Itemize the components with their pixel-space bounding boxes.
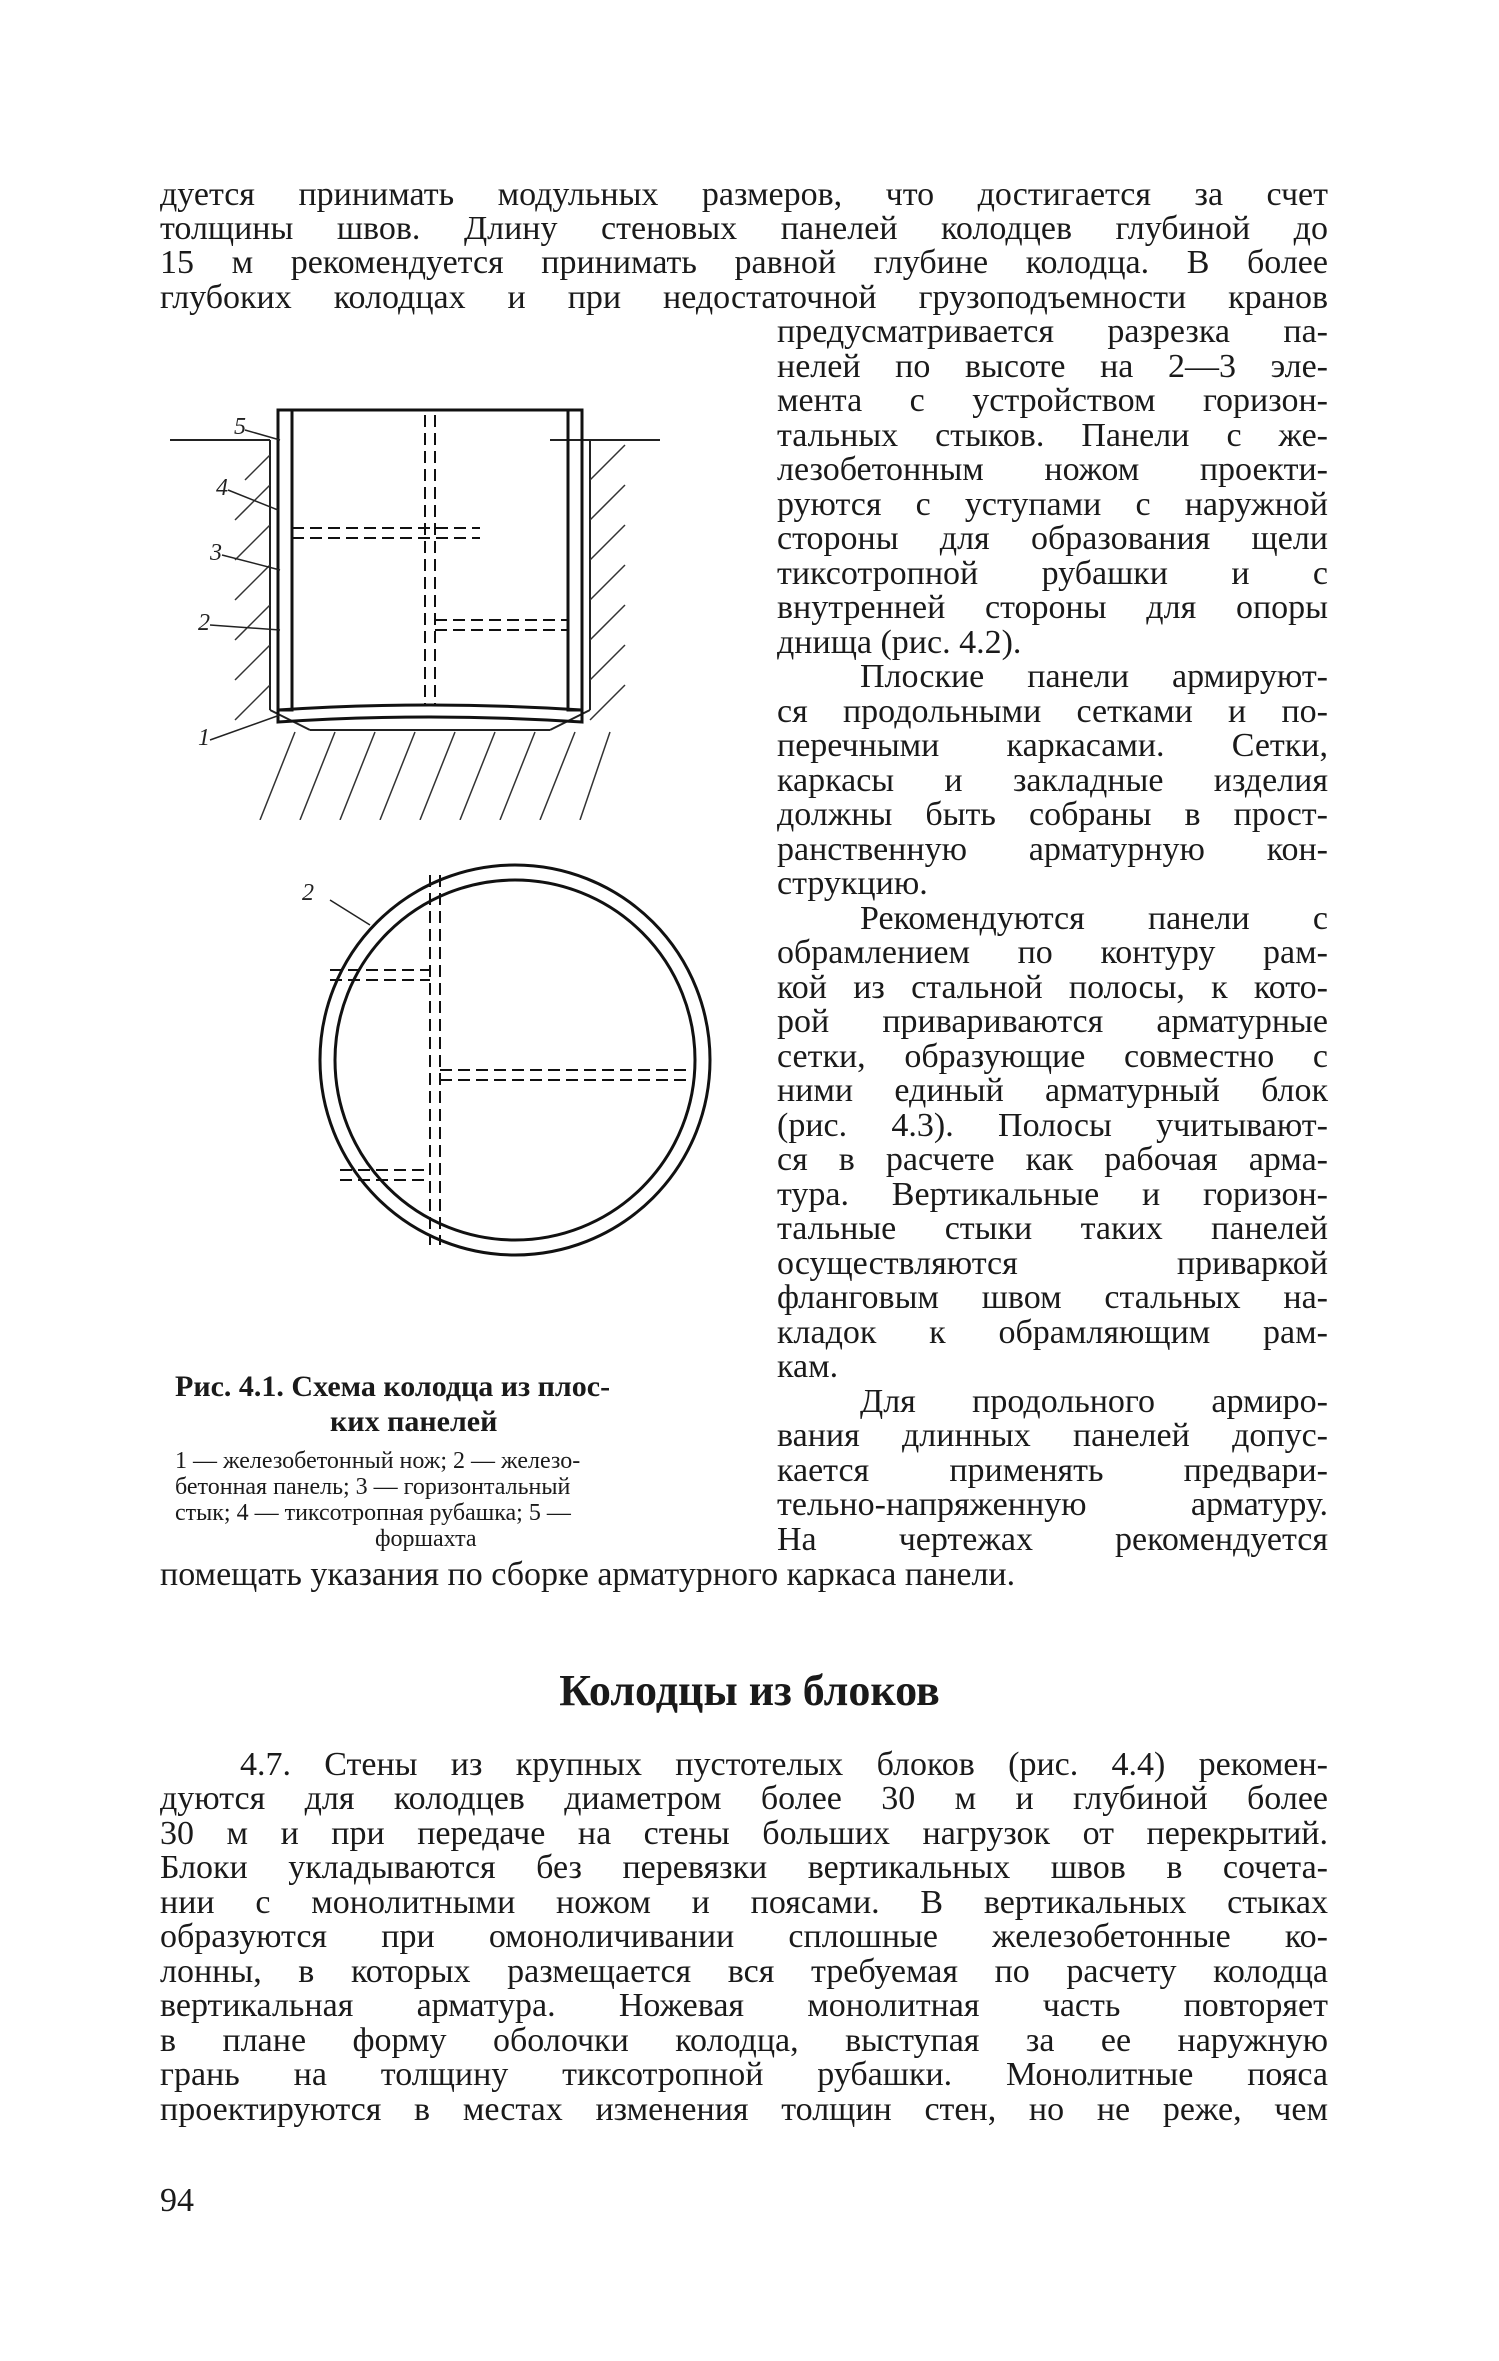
text-line: вертикальная арматура. Ножевая монолитная часть повторяет: [160, 1987, 1328, 2024]
label-3: 3: [210, 540, 222, 566]
text-line: стороны для образования щели: [777, 520, 1328, 557]
text-line: 30 м и при передаче на стены больших нагрузок от перекрытий.: [160, 1815, 1328, 1852]
text-line: ранственную арматурную кон-: [777, 831, 1328, 868]
text-line: Рекомендуются панели с: [860, 900, 1328, 937]
figure-caption-title-2: ких панелей: [330, 1405, 498, 1438]
text-line: Плоские панели армируют-: [860, 658, 1328, 695]
text-line: тиксотропной рубашки и с: [777, 555, 1328, 592]
text-line: осуществляются приваркой: [777, 1245, 1328, 1282]
figure-caption-title: Рис. 4.1. Схема колодца из плос-: [175, 1370, 611, 1403]
text-line: (рис. 4.3). Полосы учитывают-: [777, 1107, 1328, 1144]
text-line: обрамлением по контуру рам-: [777, 934, 1328, 971]
text-line: каркасы и закладные изделия: [777, 762, 1328, 799]
text-line: ся в расчете как рабочая арма-: [777, 1141, 1328, 1178]
text-line: мента с устройством горизон-: [777, 382, 1328, 419]
text-line: На чертежах рекомендуется: [777, 1521, 1328, 1558]
text-line: кается применять предвари-: [777, 1452, 1328, 1489]
text-line: проектируются в местах изменения толщин стен, но не реже, чем: [160, 2091, 1328, 2128]
text-line: кам.: [777, 1348, 839, 1385]
page-number: 94: [160, 2182, 194, 2219]
text-line: 15 м рекомендуется принимать равной глубине колодца. В более: [160, 244, 1328, 281]
text-line: помещать указания по сборке арматурного каркаса панели.: [160, 1556, 1016, 1593]
text-line: лонны, в которых размещается вся требуемая по расчету колодца: [160, 1953, 1328, 1990]
text-line: кой из стальной полосы, к кото-: [777, 969, 1328, 1006]
figure-legend-line: форшахта: [375, 1526, 477, 1552]
text-line: тальные стыки таких панелей: [777, 1210, 1328, 1247]
text-line: руются с уступами с наружной: [777, 486, 1328, 523]
text-line: внутренней стороны для опоры: [777, 589, 1328, 626]
label-4: 4: [216, 475, 228, 501]
text-line: глубоких колодцах и при недостаточной грузоподъемности кранов: [160, 279, 1328, 316]
text-line: ся продольными сетками и по-: [777, 693, 1328, 730]
text-line: перечными каркасами. Сетки,: [777, 727, 1328, 764]
text-line: предусматривается разрезка па-: [777, 313, 1328, 350]
text-line: нии с монолитными ножом и поясами. В вертикальных стыках: [160, 1884, 1328, 1921]
label-5: 5: [234, 414, 246, 440]
text-line: 4.7. Стены из крупных пустотелых блоков (рис. 4.4) рекомен-: [240, 1746, 1328, 1783]
text-line: дуются для колодцев диаметром более 30 м и глубиной более: [160, 1780, 1328, 1817]
figure-legend-line: 1 — железобетонный нож; 2 — железо-: [175, 1448, 581, 1474]
text-line: Для продольного армиро-: [860, 1383, 1328, 1420]
text-line: толщины швов. Длину стеновых панелей колодцев глубиной до: [160, 210, 1328, 247]
figure-legend-line: стык; 4 — тиксотропная рубашка; 5 —: [175, 1500, 571, 1526]
text-line: Блоки укладываются без перевязки вертикальных швов в сочета-: [160, 1849, 1328, 1886]
text-line: ними единый арматурный блок: [777, 1072, 1328, 1109]
label-2-plan: 2: [302, 880, 314, 906]
label-2: 2: [198, 610, 210, 636]
section-heading: Колодцы из блоков: [559, 1666, 940, 1715]
text-line: вания длинных панелей допус-: [777, 1417, 1328, 1454]
shaft-plan-drawing: [290, 850, 750, 1270]
text-line: тура. Вертикальные и горизон-: [777, 1176, 1328, 1213]
text-line: тельно-напряженную арматуру.: [777, 1486, 1328, 1523]
shaft-section-drawing: [160, 360, 780, 820]
text-line: рой привариваются арматурные: [777, 1003, 1328, 1040]
text-line: кладок к обрамляющим рам-: [777, 1314, 1328, 1351]
text-line: должны быть собраны в прост-: [777, 796, 1328, 833]
label-1: 1: [198, 725, 210, 751]
text-line: струкцию.: [777, 865, 928, 902]
text-line: фланговым швом стальных на-: [777, 1279, 1328, 1316]
text-line: образуются при омоноличивании сплошные железобетонные ко-: [160, 1918, 1328, 1955]
text-line: нелей по высоте на 2—3 эле-: [777, 348, 1328, 385]
figure-legend-line: бетонная панель; 3 — горизонтальный: [175, 1474, 571, 1500]
text-line: лезобетонным ножом проекти-: [777, 451, 1328, 488]
text-line: днища (рис. 4.2).: [777, 624, 1022, 661]
text-line: в плане форму оболочки колодца, выступая за ее наружную: [160, 2022, 1328, 2059]
text-line: грань на толщину тиксотропной рубашки. Монолитные пояса: [160, 2056, 1328, 2093]
text-line: сетки, образующие совместно с: [777, 1038, 1328, 1075]
text-line: тальных стыков. Панели с же-: [777, 417, 1328, 454]
text-line: дуется принимать модульных размеров, что достигается за счет: [160, 176, 1328, 213]
